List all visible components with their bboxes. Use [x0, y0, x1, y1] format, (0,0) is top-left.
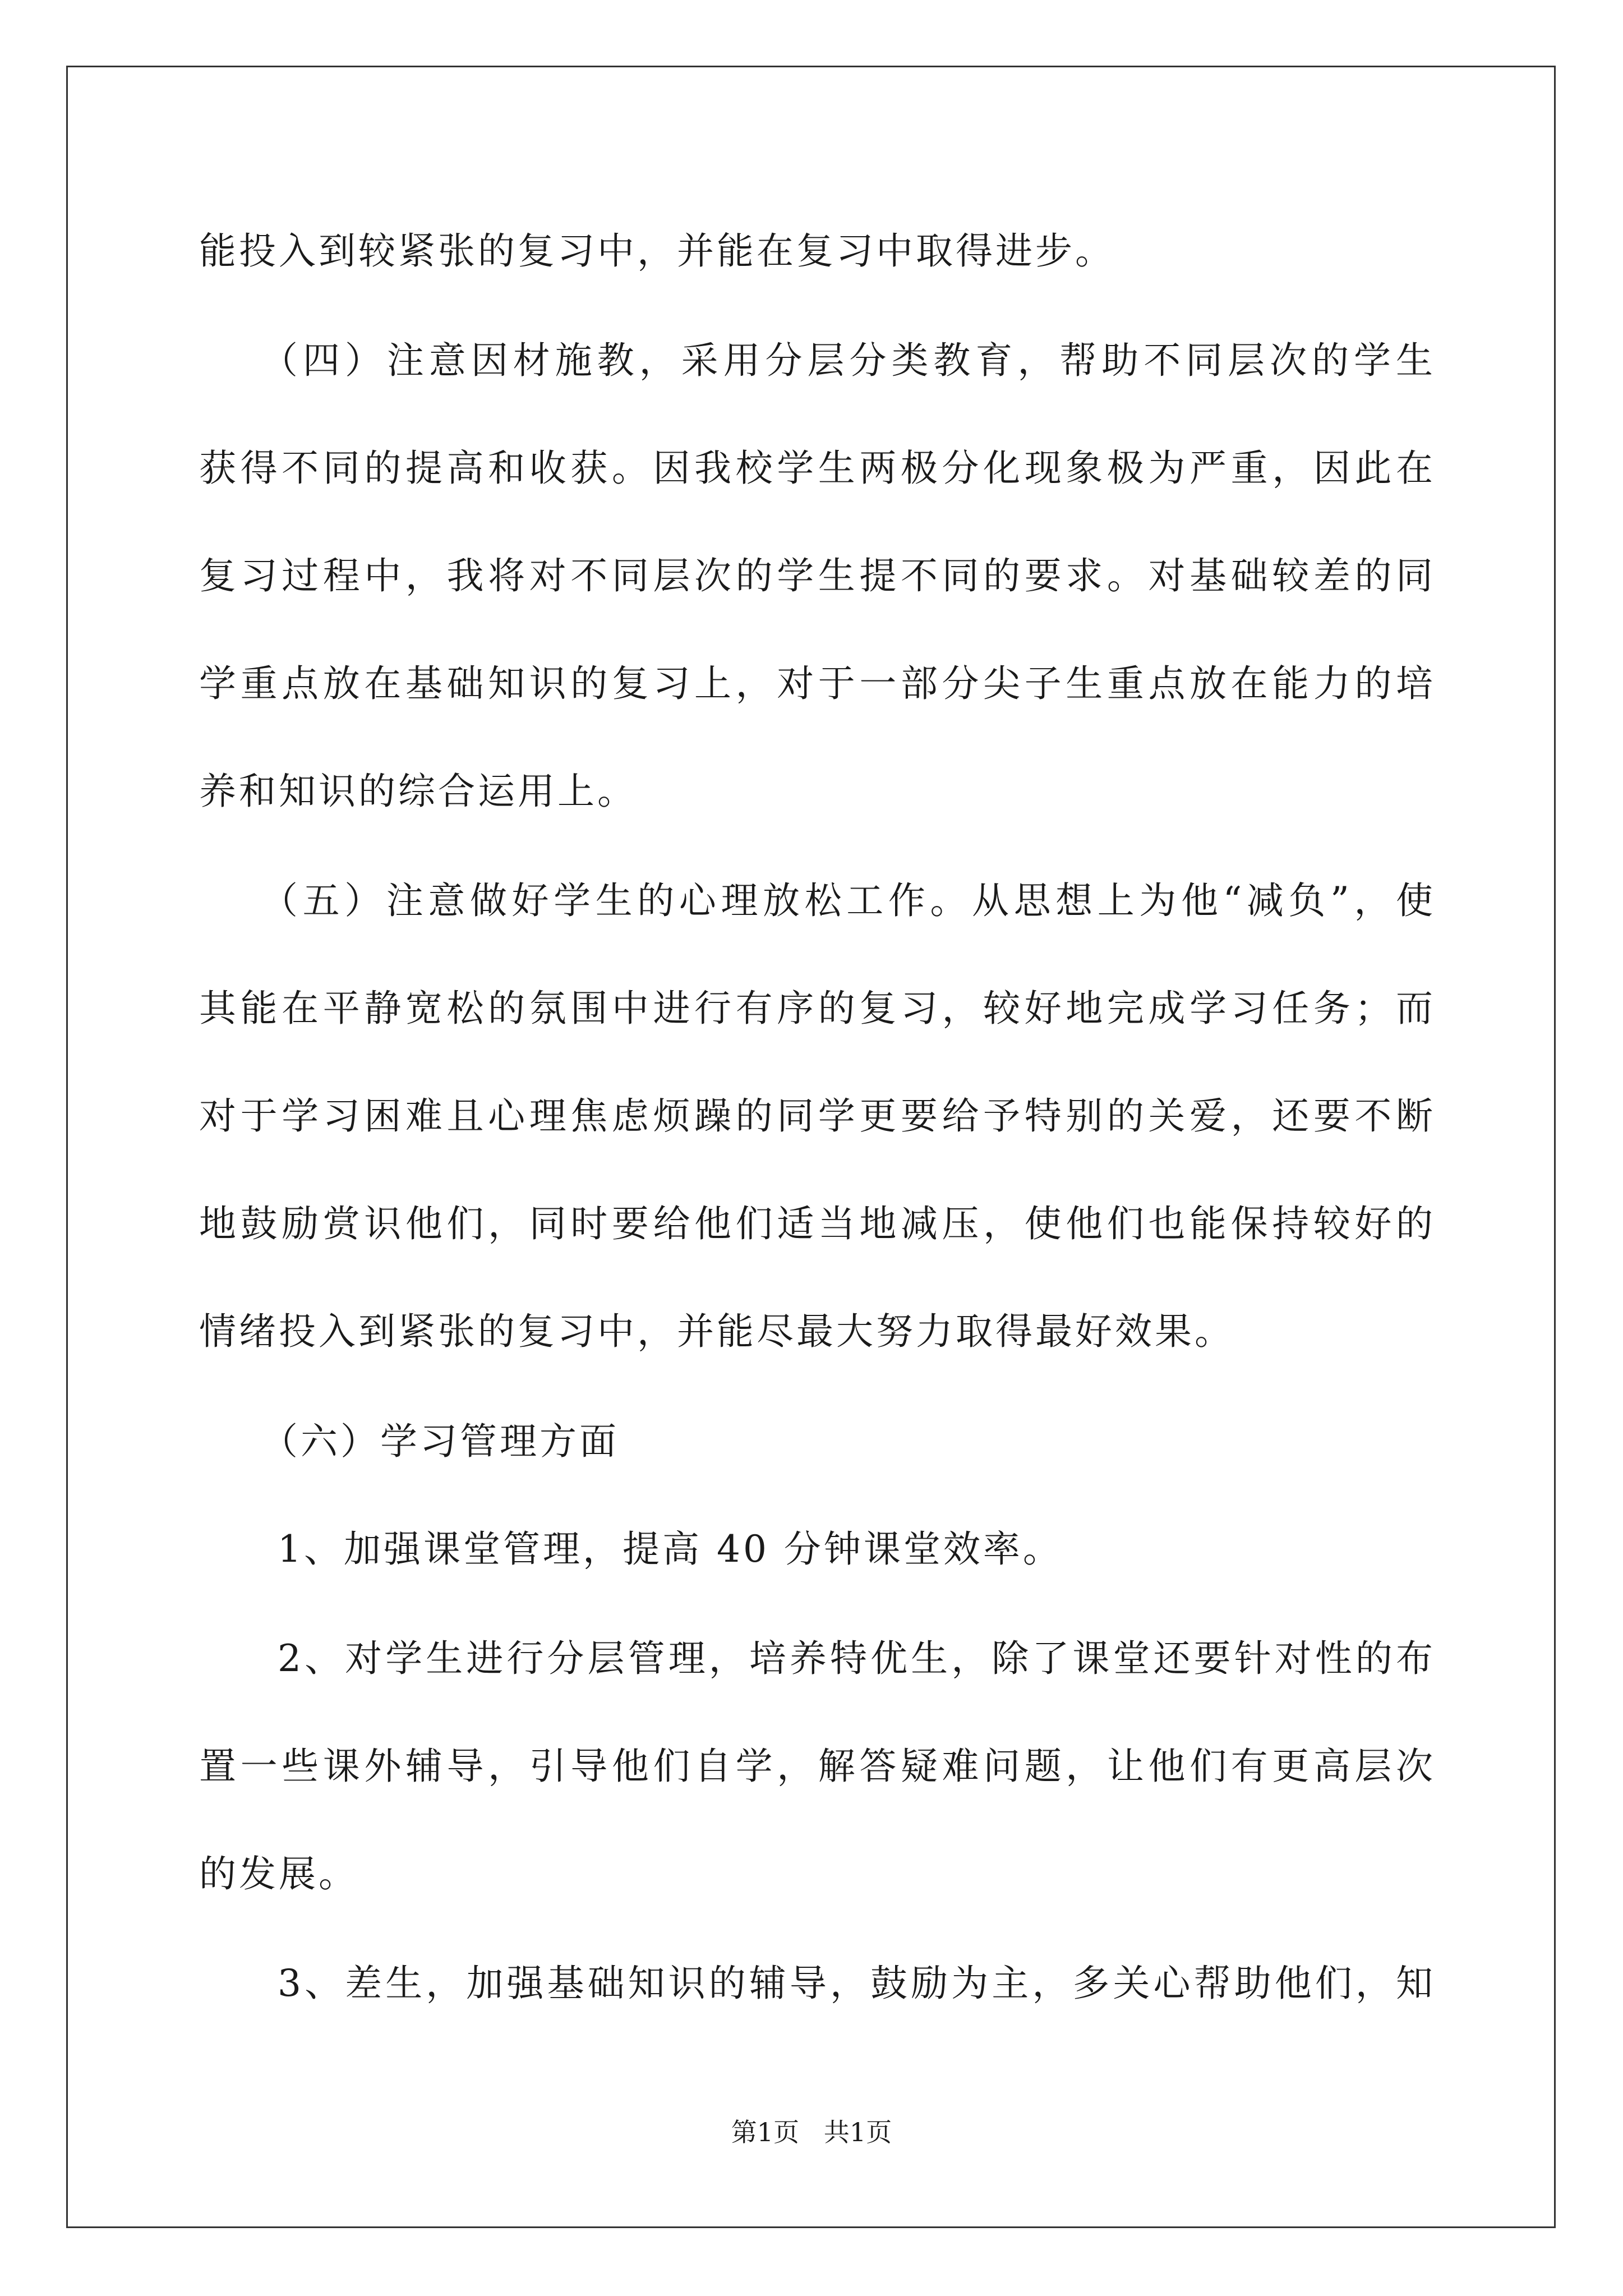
paragraph-line: 复习过程中，我将对不同层次的学生提不同的要求。对基础较差的同	[199, 554, 1433, 597]
page-border	[66, 66, 1556, 2228]
paragraph-line: 获得不同的提高和收获。因我校学生两极分化现象极为严重，因此在	[199, 447, 1433, 490]
page-footer: 第1页 共1页	[731, 2117, 892, 2147]
section-heading: （六）学习管理方面	[261, 1420, 619, 1463]
paragraph-line: 养和知识的综合运用上。	[199, 770, 637, 813]
paragraph-line: （四）注意因材施教，采用分层分类教育，帮助不同层次的学生	[261, 339, 1433, 382]
paragraph-line: 1、加强课堂管理，提高 40 分钟课堂效率。	[278, 1527, 1063, 1571]
paragraph-line: 能投入到较紧张的复习中，并能在复习中取得进步。	[199, 229, 1115, 273]
paragraph-line: （五）注意做好学生的心理放松工作。从思想上为他“减负”，使	[261, 879, 1433, 922]
paragraph-line: 对于学习困难且心理焦虑烦躁的同学更要给予特别的关爱，还要不断	[199, 1094, 1433, 1138]
paragraph-line: 学重点放在基础知识的复习上，对于一部分尖子生重点放在能力的培	[199, 662, 1433, 705]
paragraph-line: 其能在平静宽松的氛围中进行有序的复习，较好地完成学习任务；而	[199, 987, 1433, 1030]
paragraph-line: 3、差生，加强基础知识的辅导，鼓励为主，多关心帮助他们，知	[278, 1962, 1433, 2005]
paragraph-line: 2、对学生进行分层管理，培养特优生，除了课堂还要针对性的布	[278, 1637, 1433, 1680]
paragraph-line: 地鼓励赏识他们，同时要给他们适当地减压，使他们也能保持较好的	[199, 1202, 1433, 1245]
paragraph-line: 置一些课外辅导，引导他们自学，解答疑难问题，让他们有更高层次	[199, 1745, 1433, 1788]
paragraph-line: 情绪投入到紧张的复习中，并能尽最大努力取得最好效果。	[199, 1310, 1234, 1353]
paragraph-line: 的发展。	[199, 1852, 358, 1895]
